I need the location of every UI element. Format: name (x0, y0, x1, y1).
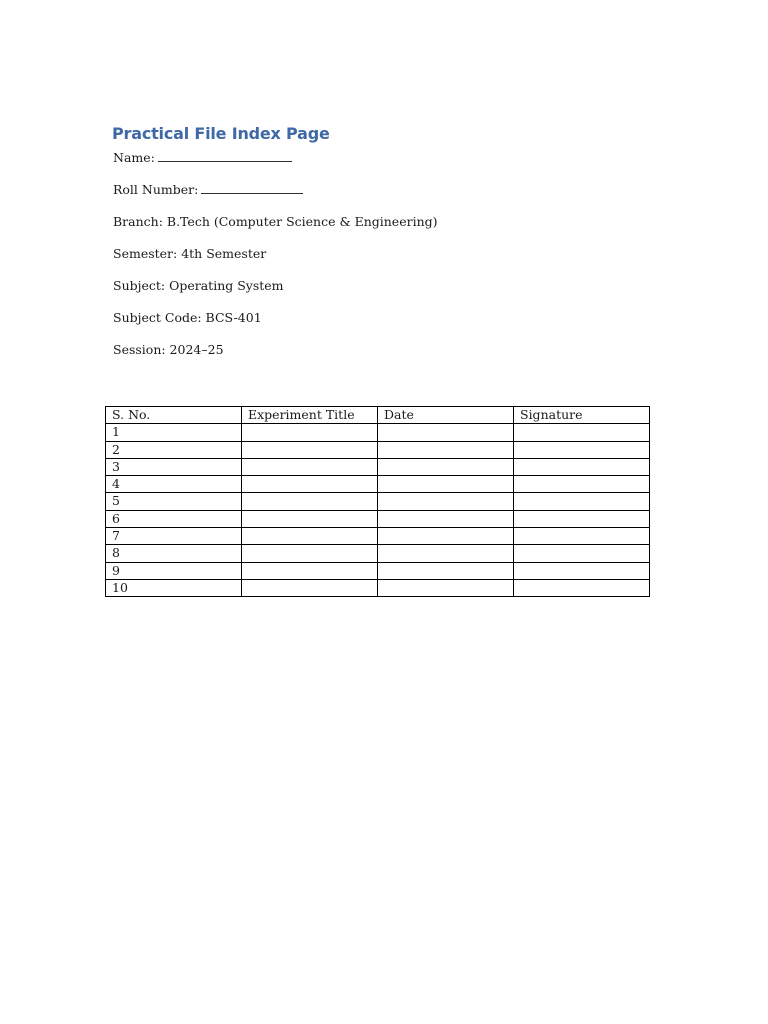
experiment-title-cell (242, 441, 378, 458)
session-field: Session: 2024–25 (113, 342, 224, 357)
serial-number-cell: 3 (106, 458, 242, 475)
date-cell (378, 493, 514, 510)
table-row (106, 476, 650, 493)
signature-cell (514, 579, 650, 596)
column-header: Signature (514, 407, 650, 424)
serial-number-cell: 5 (106, 493, 242, 510)
table-row (106, 458, 650, 475)
table-header-row (106, 407, 650, 424)
roll-number-blank-line (201, 182, 303, 194)
date-cell (378, 562, 514, 579)
table-row (106, 528, 650, 545)
date-cell (378, 510, 514, 527)
serial-number-cell: 2 (106, 441, 242, 458)
experiment-title-cell (242, 510, 378, 527)
table-row (106, 562, 650, 579)
date-cell (378, 458, 514, 475)
serial-number-cell: 6 (106, 510, 242, 527)
signature-cell (514, 458, 650, 475)
experiment-title-cell (242, 562, 378, 579)
experiment-title-cell (242, 545, 378, 562)
signature-cell (514, 528, 650, 545)
signature-cell (514, 562, 650, 579)
signature-cell (514, 545, 650, 562)
semester-field: Semester: 4th Semester (113, 246, 267, 261)
signature-cell (514, 441, 650, 458)
serial-number-cell: 9 (106, 562, 242, 579)
experiment-title-cell (242, 528, 378, 545)
subject-field: Subject: Operating System (113, 278, 284, 293)
table-row (106, 510, 650, 527)
page-title: Practical File Index Page (112, 124, 330, 143)
serial-number-cell: 10 (106, 579, 242, 596)
date-cell (378, 424, 514, 441)
signature-cell (514, 493, 650, 510)
experiment-title-cell (242, 493, 378, 510)
column-header: Date (378, 407, 514, 424)
subject-code-field: Subject Code: BCS-401 (113, 310, 262, 325)
name-blank-line (158, 150, 292, 162)
table-row (106, 545, 650, 562)
serial-number-cell: 7 (106, 528, 242, 545)
date-cell (378, 476, 514, 493)
column-header: Experiment Title (242, 407, 378, 424)
experiment-title-cell (242, 458, 378, 475)
table-row (106, 424, 650, 441)
signature-cell (514, 424, 650, 441)
date-cell (378, 579, 514, 596)
experiment-title-cell (242, 424, 378, 441)
column-header: S. No. (106, 407, 242, 424)
table-row (106, 441, 650, 458)
roll-number-label: Roll Number: (113, 182, 199, 197)
date-cell (378, 528, 514, 545)
experiment-title-cell (242, 579, 378, 596)
serial-number-cell: 8 (106, 545, 242, 562)
experiment-title-cell (242, 476, 378, 493)
date-cell (378, 545, 514, 562)
name-field (113, 150, 673, 182)
student-details (113, 150, 673, 374)
experiment-index-table (105, 406, 650, 597)
table-row (106, 579, 650, 596)
table-row (106, 493, 650, 510)
serial-number-cell: 4 (106, 476, 242, 493)
serial-number-cell: 1 (106, 424, 242, 441)
date-cell (378, 441, 514, 458)
name-label: Name: (113, 150, 155, 165)
signature-cell (514, 476, 650, 493)
roll-number-field (113, 182, 673, 214)
signature-cell (514, 510, 650, 527)
branch-field: Branch: B.Tech (Computer Science & Engineering) (113, 214, 438, 229)
